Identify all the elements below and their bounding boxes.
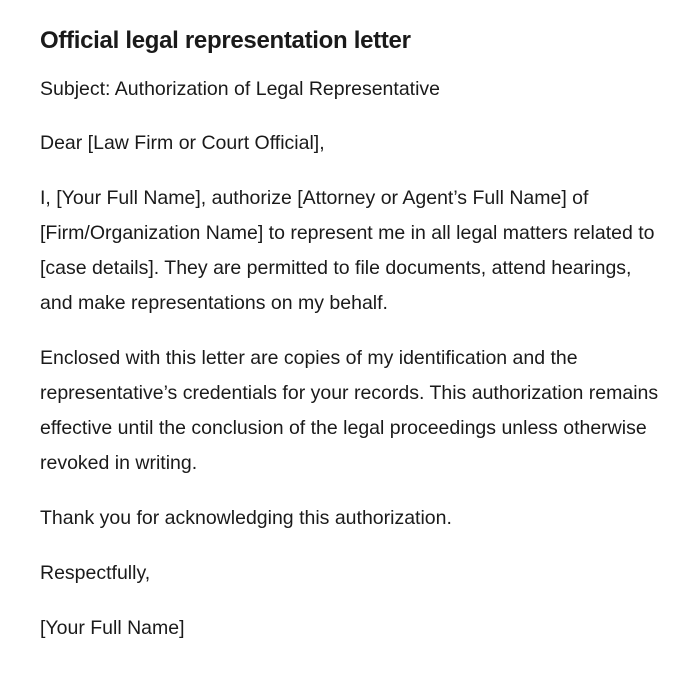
thank-you-line: Thank you for acknowledging this authorization. (40, 507, 452, 529)
signature-name: [Your Full Name] (40, 617, 185, 639)
subject-line: Subject: Authorization of Legal Representative (40, 78, 441, 100)
letter-document (40, 24, 660, 666)
closing-line: Respectfully, (40, 562, 151, 584)
document-title: Official legal representation letter (40, 27, 411, 54)
body-paragraph-authorization: I, [Your Full Name], authorize [Attorney or Agent’s Full Name] of [Firm/Organization Name] to represent me in all legal matters related to [case details]. They are permitted to file documents, attend hearings, and make representations on my behalf. (40, 187, 655, 314)
body-paragraph-enclosures: Enclosed with this letter are copies of my identification and the representative’s credentials for your records. This authorization remains effective until the conclusion of the legal proceedings unless otherwise revoked in writing. (40, 347, 659, 474)
salutation: Dear [Law Firm or Court Official], (40, 132, 325, 154)
